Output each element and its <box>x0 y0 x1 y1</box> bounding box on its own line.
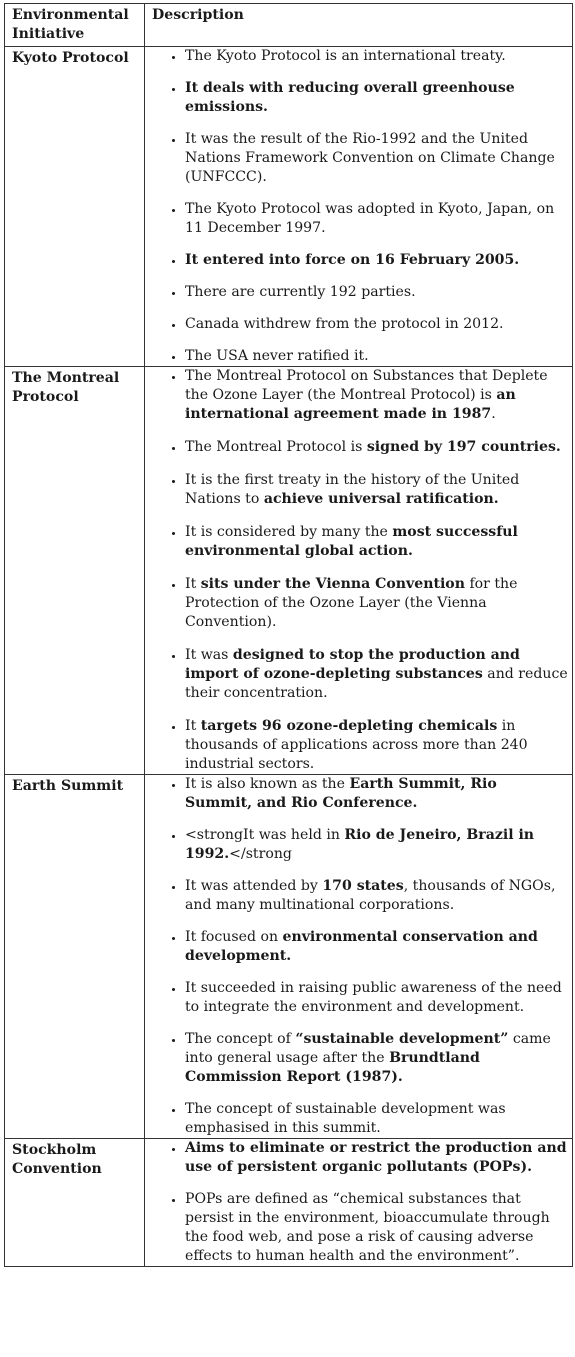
bold-text: most successful environmental global action. <box>185 524 518 559</box>
list-item <box>185 471 568 509</box>
list-item <box>185 826 568 864</box>
list-item <box>185 200 568 238</box>
list-item <box>185 47 568 66</box>
text: <strongIt was held in <box>185 827 345 843</box>
description-list <box>145 47 568 366</box>
list-item <box>185 646 568 703</box>
list-item <box>185 775 568 813</box>
text: . <box>491 406 496 422</box>
bold-text: Rio de Jeneiro, Brazil in 1992. <box>185 827 535 862</box>
description-cell <box>145 775 573 1139</box>
table-row <box>5 367 573 775</box>
text: The Montreal Protocol is <box>185 439 367 455</box>
table-header-row <box>5 4 573 47</box>
bold-text: sits under the Vienna Convention <box>200 576 465 592</box>
list-item <box>185 1100 568 1138</box>
text: The USA never ratified it. <box>185 348 369 364</box>
environmental-initiatives-table <box>4 3 573 1267</box>
list-item <box>185 251 568 270</box>
text: in thousands of applications across more than 240 industrial sectors. <box>185 718 528 772</box>
list-item <box>185 928 568 966</box>
bold-text: It entered into force on 16 February 2005. <box>185 252 520 268</box>
bold-text: targets 96 ozone-depleting chemicals <box>200 718 498 734</box>
bold-text: designed to stop the production and import of ozone-depleting substances <box>185 647 520 682</box>
text: , thousands of NGOs, and many multinational corporations. <box>185 878 556 913</box>
list-item <box>185 717 568 774</box>
text: It <box>185 718 201 734</box>
list-item <box>185 130 568 187</box>
text: It was attended by <box>185 878 323 894</box>
text: The Kyoto Protocol is an international treaty. <box>185 48 506 64</box>
text: It was the result of the Rio-1992 and the United Nations Framework Convention on Climate Change (UNFCCC). <box>185 131 555 185</box>
list-item <box>185 523 568 561</box>
bold-text: Earth Summit, Rio Summit, and Rio Conference. <box>185 776 497 811</box>
bold-text: Aims to eliminate or restrict the production and use of persistent organic pollutants (POPs). <box>185 1140 567 1175</box>
list-item <box>185 438 568 457</box>
initiative-name: Earth Summit <box>5 775 145 1139</box>
list-item <box>185 347 568 366</box>
description-list <box>145 775 568 1138</box>
text: The Montreal Protocol on Substances that Deplete the Ozone Layer (the Montreal Protocol) is <box>185 368 548 403</box>
text: The concept of <box>185 1031 296 1047</box>
bold-text: 170 states <box>322 878 404 894</box>
text: It focused on <box>185 929 283 945</box>
header-initiative: Environmental Initiative <box>5 4 145 47</box>
description-cell <box>145 367 573 775</box>
initiative-name: Stockholm Convention <box>5 1139 145 1267</box>
text: The concept of sustainable development was emphasised in this summit. <box>185 1101 506 1136</box>
text: It succeeded in raising public awareness of the need to integrate the environment and development. <box>185 980 562 1015</box>
bold-text: “sustainable development” <box>295 1031 509 1047</box>
bold-text: an international agreement made in 1987 <box>185 387 516 422</box>
bold-text: signed by 197 countries. <box>366 439 561 455</box>
table-row <box>5 1139 573 1267</box>
text: </strong <box>229 846 292 862</box>
list-item <box>185 979 568 1017</box>
table-row <box>5 775 573 1139</box>
text: POPs are defined as “chemical substances that persist in the environment, bioaccumulate through the food web, and pose a risk of causing adverse effects to human health and the environment”. <box>185 1191 550 1264</box>
table-row <box>5 47 573 367</box>
text: for the Protection of the Ozone Layer (the Vienna Convention). <box>185 576 518 630</box>
text: There are currently 192 parties. <box>185 284 416 300</box>
text: It was <box>185 647 233 663</box>
description-cell <box>145 47 573 367</box>
list-item <box>185 315 568 334</box>
text: It is considered by many the <box>185 524 393 540</box>
list-item <box>185 1030 568 1087</box>
text: came into general usage after the <box>185 1031 551 1066</box>
text: and reduce their concentration. <box>185 666 568 701</box>
description-cell <box>145 1139 573 1267</box>
list-item <box>185 1139 568 1177</box>
text: The Kyoto Protocol was adopted in Kyoto, Japan, on 11 December 1997. <box>185 201 555 236</box>
description-list <box>145 367 568 774</box>
initiative-name: Kyoto Protocol <box>5 47 145 367</box>
text: Canada withdrew from the protocol in 2012. <box>185 316 504 332</box>
description-list <box>145 1139 568 1266</box>
text: It is also known as the <box>185 776 350 792</box>
header-description: Description <box>145 4 573 47</box>
list-item <box>185 575 568 632</box>
list-item <box>185 79 568 117</box>
initiative-name: The Montreal Protocol <box>5 367 145 775</box>
bold-text: achieve universal ratification. <box>263 491 499 507</box>
list-item <box>185 877 568 915</box>
text: It <box>185 576 201 592</box>
list-item <box>185 367 568 424</box>
text: It is the first treaty in the history of the United Nations to <box>185 472 520 507</box>
bold-text: Brundtland Commission Report (1987). <box>185 1050 480 1085</box>
list-item <box>185 283 568 302</box>
list-item <box>185 1190 568 1266</box>
bold-text: It deals with reducing overall greenhouse emissions. <box>185 80 515 115</box>
bold-text: environmental conservation and development. <box>185 929 538 964</box>
